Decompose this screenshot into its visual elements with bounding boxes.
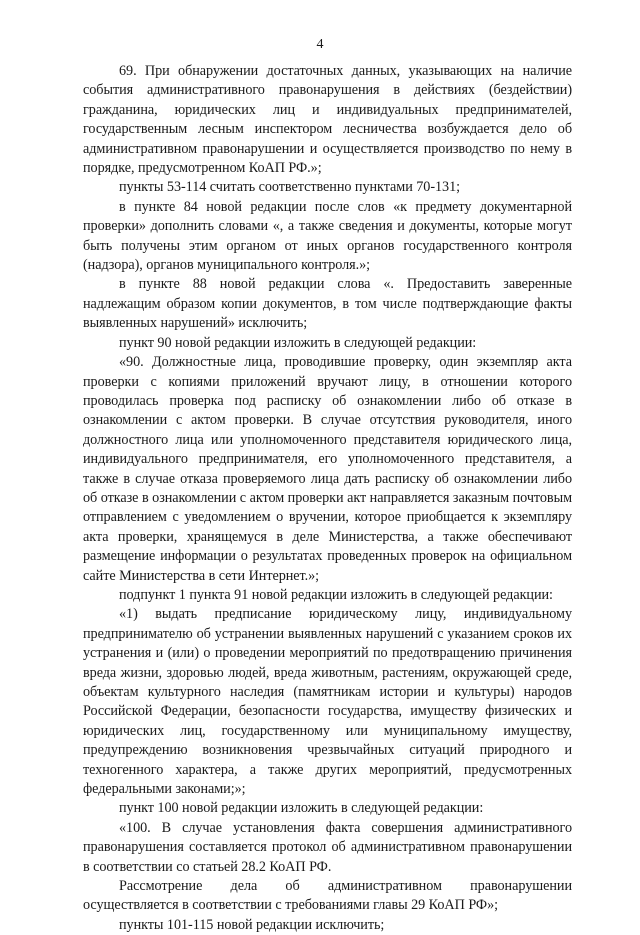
paragraph-point-88: в пункте 88 новой редакции слова «. Предоставить заверенные надлежащим образом копии документов, в том числе подтверждающие факты выявленных нарушений» исключить; [83, 276, 572, 332]
paragraph-subpoint-1-text: «1) выдать предписание юридическому лицу, индивидуальному предпринимателю об устранении выявленных нарушений с указанием сроков их устранения и (или) о проведении мероприятий по предотвращению причинения вреда жизни, здоровью людей, вреда животным, растениям, окружающей среде, объектам культурного наследия (памятникам истории и культуры) народов Российской Федерации, безопасности государства, имуществу физических и юридических лиц, государственному или муниципальному имуществу, предупреждению возникновения чрезвычайных ситуаций природного и техногенного характера, а также других мероприятий, предусмотренных федеральными законами;»; [83, 606, 572, 798]
paragraph-point-90-intro: пункт 90 новой редакции изложить в следующей редакции: [119, 334, 477, 351]
paragraph-renumber: пункты 53-114 считать соответственно пунктами 70-131; [119, 179, 461, 196]
paragraph-points-101-115: пункты 101-115 новой редакции исключить; [119, 916, 385, 933]
paragraph-point-100-text: «100. В случае установления факта совершения административного правонарушения составляется протокол об административном правонарушении в соответствии со статьей 28.2 КоАП РФ. [83, 819, 572, 875]
paragraph-69: 69. При обнаружении достаточных данных, указывающих на наличие события административного правонарушения в действиях (бездействии) гражданина, юридических лиц и индивидуальных предпринимателей, государственным лесным инспектором лесничества возбуждается дело об административном правонарушении и осуществляется производство по нему в порядке, предусмотренном КоАП РФ.»; [83, 63, 572, 177]
paragraph-point-84: в пункте 84 новой редакции после слов «к предмету документарной проверки» дополнить словами «, а также сведения и документы, которые могут быть получены этим органом от иных органов государственного контроля (надзора), органов муниципального контроля.»; [83, 198, 572, 274]
paragraph-subpoint-1-intro: подпункт 1 пункта 91 новой редакции изложить в следующей редакции: [119, 586, 553, 603]
paragraph-point-90-text: «90. Должностные лица, проводившие проверку, один экземпляр акта проверки с копиями приложений вручают лицу, в отношении которого проводилась проверка под расписку об ознакомлении либо об отказе в ознакомлении с актом проверки. В случае отсутствия руководителя, иного должностного лица или уполномоченного представителя юридического лица, индивидуального предпринимателя, его уполномоченного представителя, а также в случае отказа проверяемого лица дать расписку об ознакомлении либо об отказе в ознакомлении с актом проверки акт направляется заказным почтовым отправлением с уведомлением о вручении, которое приобщается к экземпляру акта проверки, хранящемуся в деле Министерства, а также обеспечивают размещение информации о результатах проведенных проверок на официальном сайте Министерства в сети Интернет.»; [83, 354, 572, 584]
page-number: 4 [316, 37, 324, 52]
document-body [83, 62, 572, 935]
paragraph-point-100-intro: пункт 100 новой редакции изложить в следующей редакции: [119, 800, 484, 817]
paragraph-case-review: Рассмотрение дела об административном правонарушении осуществляется в соответствии с требованиями главы 29 КоАП РФ»; [83, 878, 572, 914]
